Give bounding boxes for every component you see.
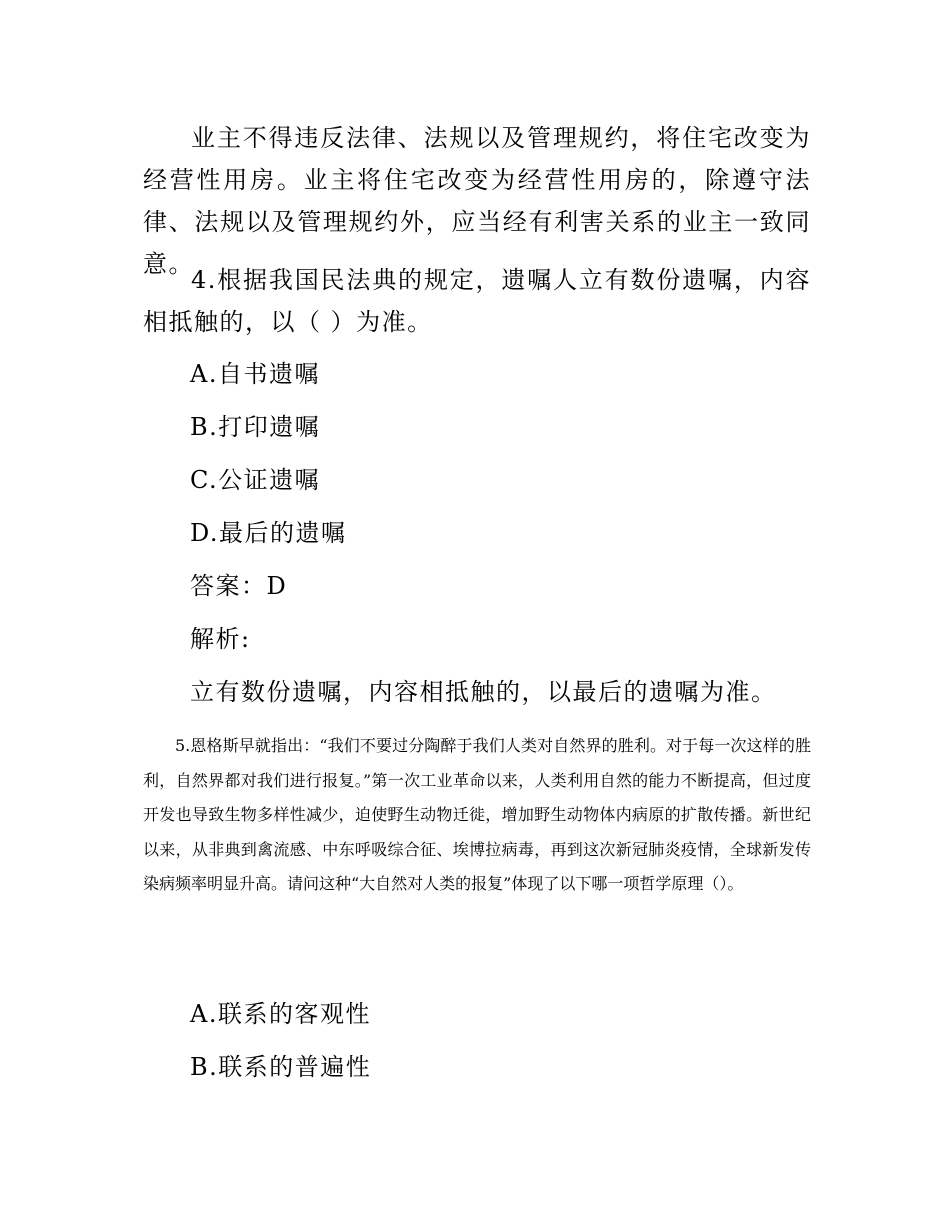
question-4-option-b: B.打印遗嘱 xyxy=(190,413,321,441)
question-5-option-a: A.联系的客观性 xyxy=(190,1000,371,1028)
question-4-stem: 4.根据我国民法典的规定，遗嘱人立有数份遗嘱，内容相抵触的，以（ ）为准。 xyxy=(143,266,811,336)
question-5-option-b: B.联系的普遍性 xyxy=(190,1053,372,1081)
intro-paragraph: 业主不得违反法律、法规以及管理规约，将住宅改变为经营性用房。业主将住宅改变为经营性用房的，除遵守法律、法规以及管理规约外，应当经有利害关系的业主一致同意。 xyxy=(143,124,811,278)
question-4-answer: 答案：D xyxy=(190,572,288,600)
question-5-stem: 5.恩格斯早就指出：“我们不要过分陶醉于我们人类对自然界的胜利。对于每一次这样的胜利，自然界都对我们进行报复。”第一次工业革命以来，人类利用自然的能力不断提高，但过度开发也导致生物多样性减少，迫使野生动物迁徙，增加野生动物体内病原的扩散传播。新世纪以来，从非典到禽流感、中东呼吸综合征、埃博拉病毒，再到这次新冠肺炎疫情，全球新发传染病频率明显升高。请问这种“大自然对人类的报复”体现了以下哪一项哲学原理（）。 xyxy=(143,736,811,894)
question-4-option-d: D.最后的遗嘱 xyxy=(190,519,347,547)
question-4-option-c: C.公证遗嘱 xyxy=(190,466,321,494)
question-4-option-a: A.自书遗嘱 xyxy=(190,360,320,388)
question-4-analysis: 立有数份遗嘱，内容相抵触的，以最后的遗嘱为准。 xyxy=(190,678,777,706)
question-4-analysis-label: 解析: xyxy=(190,625,251,653)
